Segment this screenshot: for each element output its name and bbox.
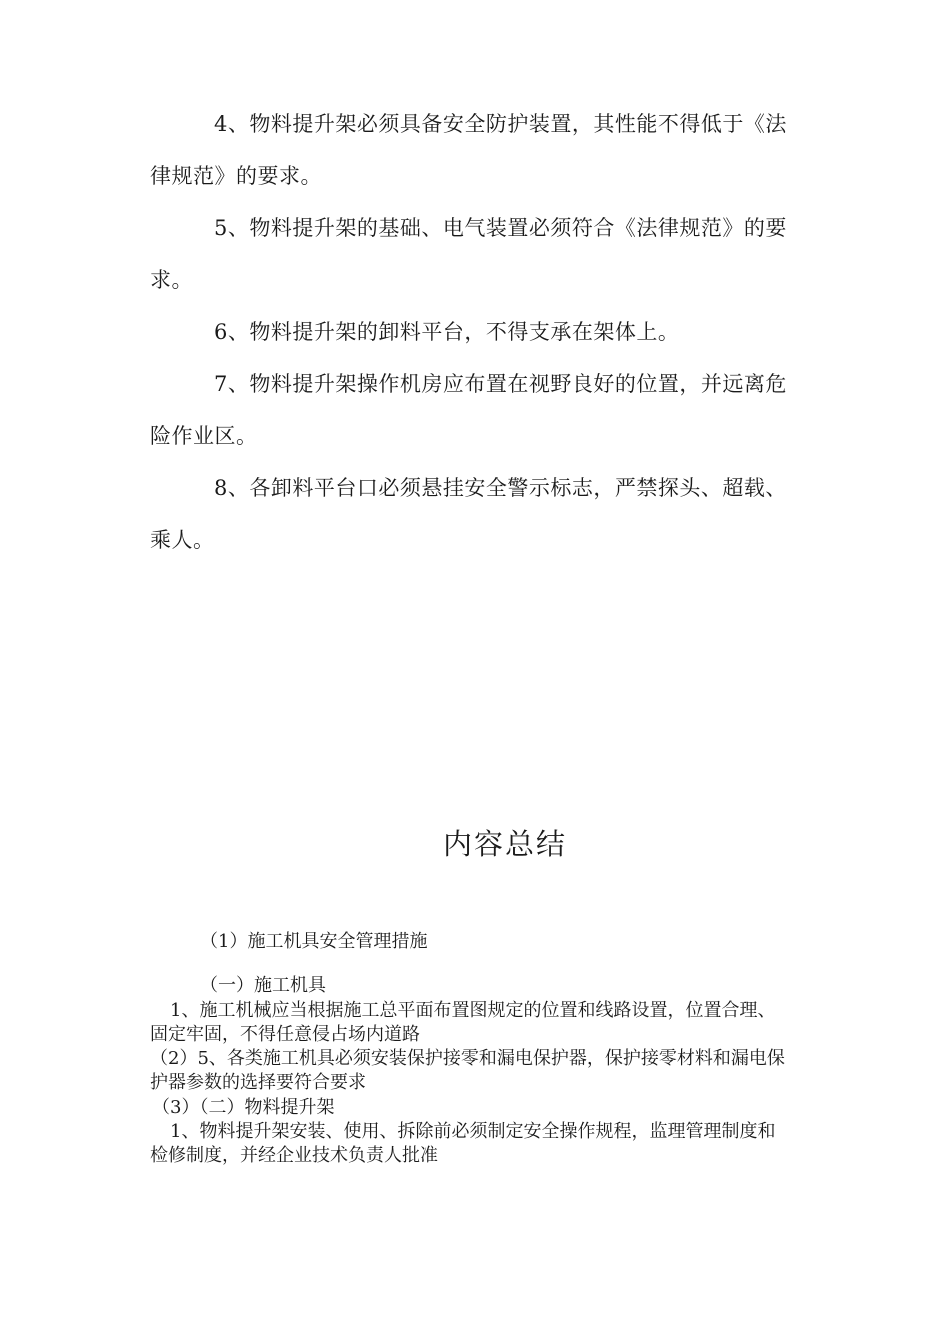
summary-title: 内容总结 [442,827,567,861]
paragraph-item-7: 7、物料提升架操作机房应布置在视野良好的位置，并远离危险作业区。 [150,372,787,448]
paragraph-item-4: 4、物料提升架必须具备安全防护装置，其性能不得低于《法律规范》的要求。 [150,112,787,188]
summary-line-1: （1）施工机具安全管理措施 [200,931,428,952]
paragraph-item-6: 6、物料提升架的卸料平台，不得支承在架体上。 [214,320,680,344]
summary-line-3: 1、施工机械应当根据施工总平面布置图规定的位置和线路设置，位置合理、固定牢固，不得任意侵占场内道路 [150,1000,776,1045]
summary-line-4: （2）5、各类施工机具必须安装保护接零和漏电保护器，保护接零材料和漏电保护器参数的选择要符合要求 [150,1048,785,1093]
summary-line-5: （3）（二）物料提升架 [152,1097,335,1118]
summary-line-2: （一）施工机具 [200,975,326,996]
paragraph-item-8: 8、各卸料平台口必须悬挂安全警示标志，严禁探头、超载、乘人。 [150,476,787,552]
paragraph-item-5: 5、物料提升架的基础、电气装置必须符合《法律规范》的要求。 [150,216,787,292]
summary-line-6: 1、物料提升架安装、使用、拆除前必须制定安全操作规程，监理管理制度和检修制度，并经企业技术负责人批准 [150,1121,776,1166]
